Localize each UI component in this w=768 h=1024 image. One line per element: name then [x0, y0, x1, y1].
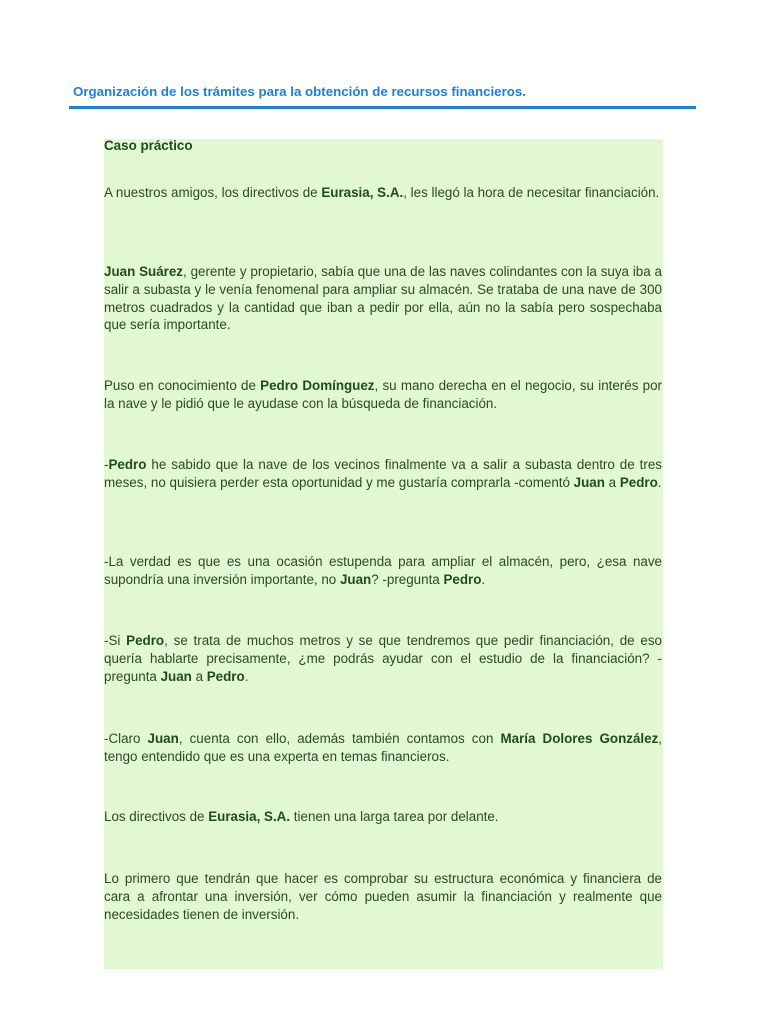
paragraph-9: Lo primero que tendrán que hacer es comprobar su estructura económica y financiera de cara a afrontar una inversión, ver cómo pueden asumir la financiación y realmente que necesidades tienen de inversión.: [104, 871, 662, 922]
paragraph-8: Los directivos de Eurasia, S.A. tienen una larga tarea por delante.: [104, 809, 499, 824]
paragraph-3: Puso en conocimiento de Pedro Domínguez, su mano derecha en el negocio, su interés por la nave y le pidió que le ayudase con la búsqueda de financiación.: [104, 378, 662, 411]
company-name: Eurasia, S.A.: [321, 185, 404, 200]
paragraph-6: -Si Pedro, se trata de muchos metros y se que tendremos que pedir financiación, de eso quería hablarte precisamente, ¿me podrás ayudar con el estudio de la financiación? -pregunta Juan a Pedro.: [104, 633, 662, 684]
person-name: Pedro: [206, 668, 245, 684]
paragraph-5: -La verdad es que es una ocasión estupenda para ampliar el almacén, pero, ¿esa nave supondría una inversión importante, no Juan? -pregunta Pedro.: [104, 554, 662, 587]
person-name: Pedro: [619, 474, 658, 490]
page-title: Organización de los trámites para la obtención de recursos financieros.: [73, 84, 526, 99]
person-name: Juan: [160, 668, 192, 684]
person-name: Juan: [339, 571, 372, 587]
company-name: Eurasia, S.A.: [208, 809, 291, 824]
person-name: Juan: [573, 474, 605, 490]
paragraph-1: A nuestros amigos, los directivos de Eurasia, S.A., les llegó la hora de necesitar financiación.: [104, 185, 660, 200]
paragraph-4: -Pedro he sabido que la nave de los vecinos finalmente va a salir a subasta dentro de tres meses, no quisiera perder esta oportunidad y me gustaría comprarla -comentó Juan a Pedro.: [104, 457, 662, 490]
person-name: Pedro: [443, 571, 482, 587]
person-name: Pedro: [126, 633, 165, 648]
person-name: Pedro: [108, 457, 147, 472]
paragraph-7: -Claro Juan, cuenta con ello, además también contamos con María Dolores González, tengo entendido que es una experta en temas financieros.: [104, 731, 662, 764]
title-divider: [69, 106, 696, 109]
person-name: Pedro Domínguez: [260, 378, 375, 393]
case-heading: Caso práctico: [104, 138, 193, 153]
person-name: María Dolores González: [500, 731, 659, 746]
person-name: Juan Suárez: [104, 264, 184, 279]
person-name: Juan: [147, 731, 179, 746]
paragraph-2: Juan Suárez, gerente y propietario, sabía que una de las naves colindantes con la suya iba a salir a subasta y le venía fenomenal para ampliar su almacén. Se trataba de una nave de 300 metros cuadrados y la cantidad que iban a pedir por ella, aún no la sabía pero sospechaba que sería importante.: [104, 264, 662, 333]
